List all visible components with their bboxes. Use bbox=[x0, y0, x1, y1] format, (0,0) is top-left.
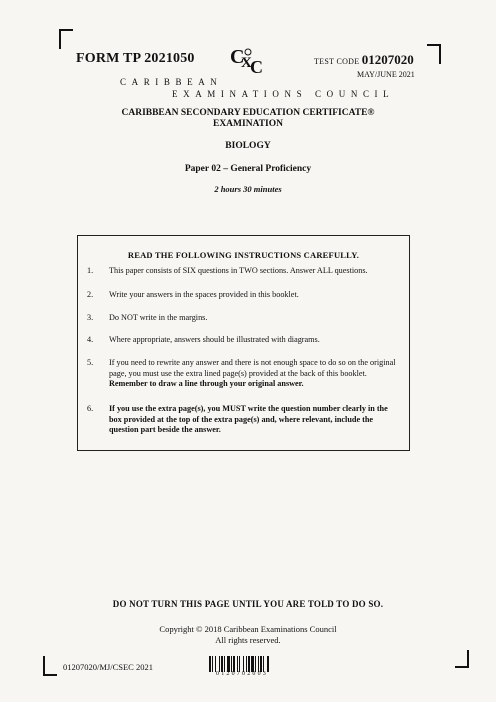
paper-title: Paper 02 – General Proficiency bbox=[184, 164, 312, 174]
exam-duration: 2 hours 30 minutes bbox=[214, 184, 282, 194]
corner-mark-top-right bbox=[427, 44, 441, 64]
barcode-bar bbox=[269, 656, 270, 672]
cxc-logo-icon bbox=[228, 45, 268, 75]
svg-text:C: C bbox=[250, 57, 263, 75]
corner-mark-bottom-left bbox=[43, 656, 57, 676]
council-line-2: EXAMINATIONS COUNCIL bbox=[172, 89, 395, 99]
exam-title-line-2: EXAMINATION bbox=[212, 119, 284, 129]
instruction-text: If you use the extra page(s), you MUST write the question number clearly in the box provided at the top of the extra page(s) and, where relevant, include the question part beside the answer. bbox=[109, 404, 388, 434]
footer-code: 01207020/MJ/CSEC 2021 bbox=[63, 662, 153, 672]
instruction-text: This paper consists of SIX questions in TWO sections. Answer ALL questions. bbox=[109, 266, 368, 275]
svg-text:C: C bbox=[230, 46, 245, 68]
instructions-title: READ THE FOLLOWING INSTRUCTIONS CAREFULLY. bbox=[127, 250, 360, 260]
instruction-text: Do NOT write in the margins. bbox=[109, 313, 208, 322]
instruction-number: 2. bbox=[87, 290, 94, 299]
subject-title: BIOLOGY bbox=[225, 141, 271, 151]
barcode-number: 0120702003 bbox=[216, 671, 268, 677]
council-name bbox=[120, 76, 400, 100]
copyright-line-2: All rights reserved. bbox=[215, 635, 281, 645]
council-line-1: CARIBBEAN bbox=[120, 77, 223, 87]
test-code bbox=[314, 52, 414, 68]
test-code-label: TEST CODE bbox=[314, 57, 360, 66]
exam-title-line-1: CARIBBEAN SECONDARY EDUCATION CERTIFICATE® bbox=[121, 108, 375, 118]
instruction-text: Write your answers in the spaces provided in this booklet. bbox=[109, 290, 299, 299]
do-not-turn-warning: DO NOT TURN THIS PAGE UNTIL YOU ARE TOLD TO DO SO. bbox=[112, 599, 384, 609]
copyright-line-1: Copyright © 2018 Caribbean Examinations Council bbox=[159, 624, 337, 634]
instruction-text: Where appropriate, answers should be illustrated with diagrams. bbox=[109, 335, 320, 344]
instruction-number: 4. bbox=[87, 335, 94, 344]
instruction-number: 5. bbox=[87, 358, 94, 367]
instruction-emphasis: Remember to draw a line through your original answer. bbox=[109, 379, 304, 388]
exam-session: MAY/JUNE 2021 bbox=[357, 70, 415, 79]
test-code-value: 01207020 bbox=[361, 52, 414, 67]
copyright-notice bbox=[0, 624, 496, 646]
instruction-text: If you need to rewrite any answer and there is not enough space to do so on the original page, you must use the extra lined page(s) provided at the back of this booklet. bbox=[109, 358, 396, 378]
barcode-icon bbox=[209, 656, 303, 672]
form-number: FORM TP 2021050 bbox=[76, 51, 195, 66]
instruction-text-wrapper bbox=[109, 358, 399, 390]
instruction-number: 1. bbox=[87, 266, 94, 275]
svg-text:X: X bbox=[241, 55, 252, 71]
instruction-number: 3. bbox=[87, 313, 94, 322]
corner-mark-bottom-right bbox=[455, 650, 469, 668]
instruction-number: 6. bbox=[87, 404, 94, 413]
corner-mark-top-left bbox=[59, 29, 73, 49]
